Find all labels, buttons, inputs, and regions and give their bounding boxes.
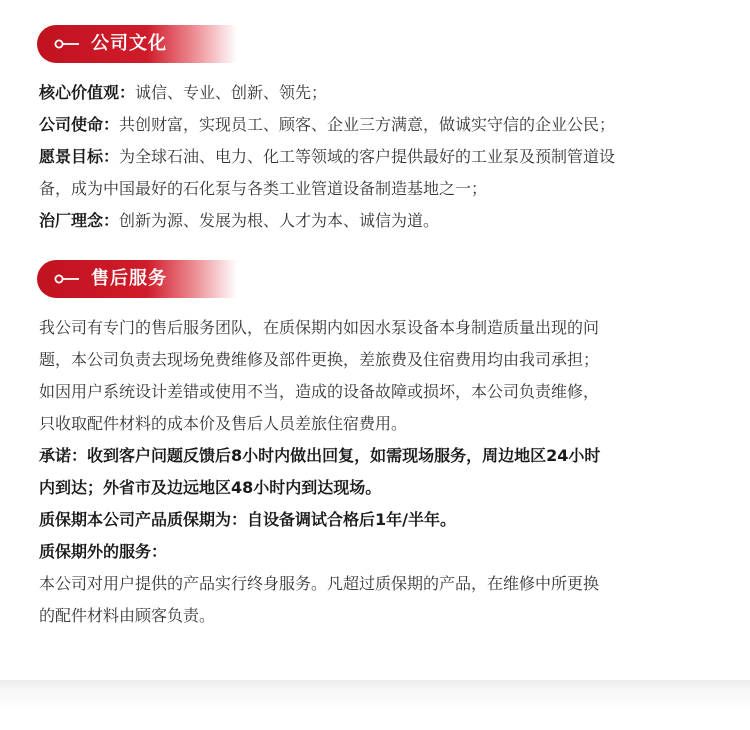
outside-warranty-line: 本公司对用户提供的产品实行终身服务。凡超过质保期的产品，在维修中所更换 — [39, 574, 600, 593]
core-values-label: 核心价值观： — [39, 83, 136, 102]
service-intro-line: 如因用户系统设计差错或使用不当，造成的设备故障或损坏，本公司负责维修， — [39, 382, 600, 401]
core-values-text: 诚信、专业、创新、领先； — [135, 83, 328, 102]
vision-line-2: 备，成为中国最好的石化泵与各类工业管道设备制造基地之一； — [39, 179, 488, 198]
culture-content — [39, 77, 719, 237]
bottom-divider-band — [0, 680, 750, 730]
promise-line: 内到达；外省市及边远地区48小时内到达现场。 — [39, 478, 382, 497]
mission-line — [39, 109, 719, 141]
service-content — [39, 312, 719, 632]
service-intro-line: 题，本公司负责去现场免费维修及部件更换，差旅费及住宿费用均由我司承担； — [39, 350, 600, 369]
service-intro-line: 只收取配件材料的成本价及售后人员差旅住宿费用。 — [39, 414, 408, 433]
service-intro-line: 我公司有专门的售后服务团队，在质保期内如因水泵设备本身制造质量出现的问 — [39, 318, 600, 337]
outside-warranty-line: 的配件材料由顾客负责。 — [39, 606, 216, 625]
bullet-line-icon — [54, 39, 80, 49]
service-section-header — [37, 260, 237, 298]
mission-label: 公司使命： — [39, 115, 120, 134]
warranty-line: 质保期本公司产品质保期为：自设备调试合格后1年/半年。 — [39, 510, 456, 529]
culture-section-title: 公司文化 — [91, 33, 167, 54]
outside-warranty-label: 质保期外的服务： — [39, 542, 168, 561]
service-section-title: 售后服务 — [91, 268, 167, 289]
vision-label: 愿景目标： — [39, 147, 120, 166]
mission-text: 共创财富，实现员工、顾客、企业三方满意，做诚实守信的企业公民； — [119, 115, 616, 134]
vision-text: 为全球石油、电力、化工等领域的客户提供最好的工业泵及预制管道设 — [119, 147, 616, 166]
bullet-line-icon — [54, 274, 80, 284]
culture-section-header — [37, 25, 237, 63]
vision-line — [39, 141, 719, 173]
philosophy-line — [39, 205, 719, 237]
philosophy-label: 治厂理念： — [39, 211, 120, 230]
promise-line: 承诺：收到客户问题反馈后8小时内做出回复，如需现场服务，周边地区24小时 — [39, 446, 601, 465]
core-values-line — [39, 77, 719, 109]
philosophy-text: 创新为源、发展为根、人才为本、诚信为道。 — [119, 211, 440, 230]
